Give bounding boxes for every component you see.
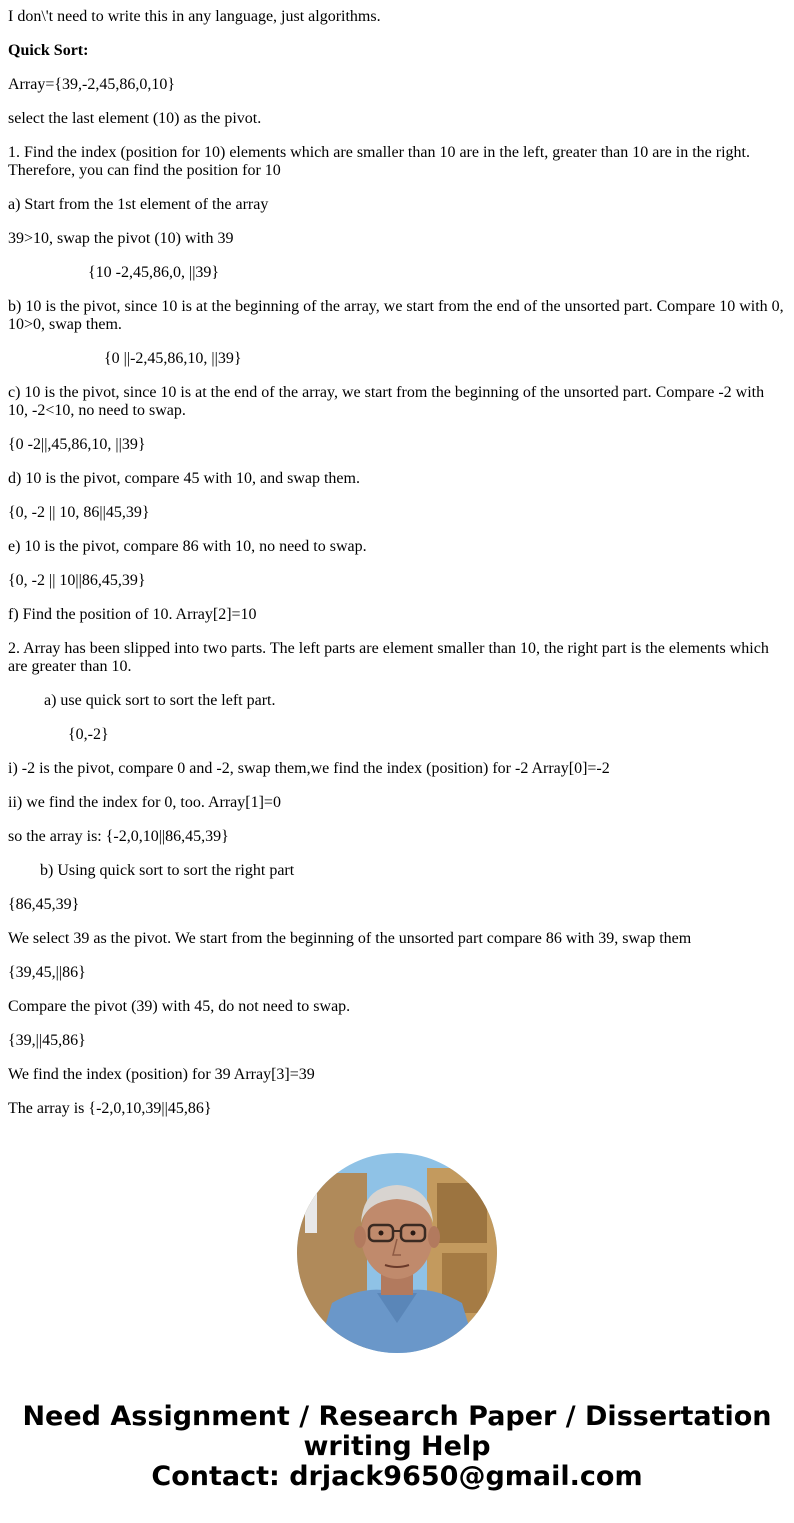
paragraph: Array={39,-2,45,86,0,10} xyxy=(8,76,176,93)
paragraph: so the array is: {-2,0,10||86,45,39} xyxy=(8,828,229,845)
array-state: {39,||45,86} xyxy=(8,1032,86,1049)
paragraph: b) 10 is the pivot, since 10 is at the beginning of the array, we start from the end of the unsorted part. Compare 10 with 0, 10>0, swap them. xyxy=(8,298,784,333)
paragraph: a) Start from the 1st element of the array xyxy=(8,196,269,213)
array-state: {86,45,39} xyxy=(8,896,80,913)
paragraph: We find the index (position) for 39 Array[3]=39 xyxy=(8,1066,315,1083)
banner-line: writing Help xyxy=(303,1431,491,1462)
paragraph: ii) we find the index for 0, too. Array[1]=0 xyxy=(8,794,281,811)
paragraph: 39>10, swap the pivot (10) with 39 xyxy=(8,230,234,247)
array-state: {0 -2||,45,86,10, ||39} xyxy=(8,436,146,453)
section-heading: Quick Sort: xyxy=(8,42,89,59)
paragraph: select the last element (10) as the pivot. xyxy=(8,110,262,127)
paragraph: We select 39 as the pivot. We start from the beginning of the unsorted part compare 86 with 39, swap them xyxy=(8,930,692,947)
paragraph: b) Using quick sort to sort the right part xyxy=(40,862,295,879)
paragraph: Compare the pivot (39) with 45, do not need to swap. xyxy=(8,998,351,1015)
paragraph: c) 10 is the pivot, since 10 is at the end of the array, we start from the beginning of the unsorted part. Compare -2 with 10, -2<10, no need to swap. xyxy=(8,384,765,419)
array-state: {0, -2 || 10, 86||45,39} xyxy=(8,504,150,521)
paragraph: 1. Find the index (position for 10) elements which are smaller than 10 are in the left, greater than 10 are in the right. Therefore, you can find the position for 10 xyxy=(8,144,750,179)
array-state: {39,45,||86} xyxy=(8,964,86,981)
avatar-portrait-icon xyxy=(297,1153,497,1353)
paragraph: a) use quick sort to sort the left part. xyxy=(44,692,276,709)
author-avatar xyxy=(297,1153,497,1353)
array-state: {0,-2} xyxy=(68,726,109,743)
paragraph: The array is {-2,0,10,39||45,86} xyxy=(8,1100,212,1117)
paragraph: i) -2 is the pivot, compare 0 and -2, swap them,we find the index (position) for -2 Array[0]=-2 xyxy=(8,760,610,777)
array-state: {0, -2 || 10||86,45,39} xyxy=(8,572,146,589)
document-body xyxy=(8,8,786,1134)
array-state: {0 ||-2,45,86,10, ||39} xyxy=(104,350,242,367)
paragraph: 2. Array has been slipped into two parts. The left parts are element smaller than 10, the right part is the elements which are greater than 10. xyxy=(8,640,769,675)
contact-banner xyxy=(0,1402,794,1492)
paragraph: I don\'t need to write this in any language, just algorithms. xyxy=(8,8,381,25)
paragraph: f) Find the position of 10. Array[2]=10 xyxy=(8,606,257,623)
paragraph: d) 10 is the pivot, compare 45 with 10, and swap them. xyxy=(8,470,360,487)
paragraph: e) 10 is the pivot, compare 86 with 10, no need to swap. xyxy=(8,538,367,555)
array-state: {10 -2,45,86,0, ||39} xyxy=(88,264,220,281)
banner-line: Need Assignment / Research Paper / Dissertation xyxy=(22,1401,772,1432)
contact-email: Contact: drjack9650@gmail.com xyxy=(151,1461,643,1492)
